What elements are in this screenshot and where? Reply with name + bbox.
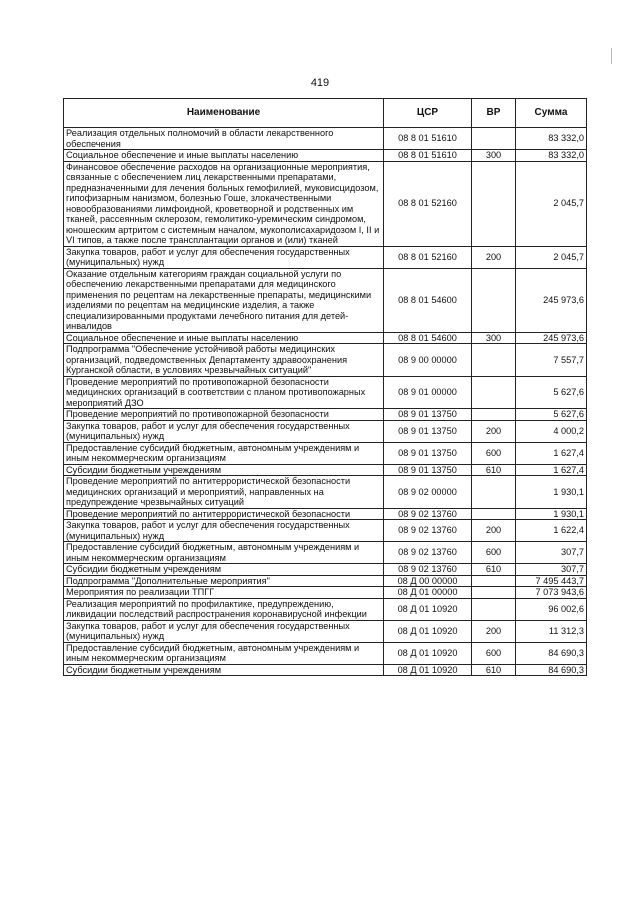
cell-sum: 83 332,0 — [516, 128, 587, 150]
cell-sum: 4 000,2 — [516, 420, 587, 442]
cell-name: Предоставление субсидий бюджетным, автономным учреждениям и иным некоммерческим организациям — [64, 442, 384, 464]
cell-sum: 245 973,6 — [516, 332, 587, 344]
cell-csr: 08 9 01 13750 — [384, 464, 472, 476]
table-row — [64, 409, 587, 421]
cell-name: Социальное обеспечение и иные выплаты населению — [64, 150, 384, 162]
cell-name: Закупка товаров, работ и услуг для обеспечения государственных (муниципальных) нужд — [64, 246, 384, 268]
cell-csr: 08 8 01 51610 — [384, 128, 472, 150]
cell-sum: 84 690,3 — [516, 642, 587, 664]
cell-sum: 307,7 — [516, 564, 587, 576]
cell-vr — [472, 476, 516, 509]
table-row — [64, 620, 587, 642]
cell-sum: 1 930,1 — [516, 476, 587, 509]
cell-name: Финансовое обеспечение расходов на организационные мероприятия, связанные с обеспечением лиц лекарственными препаратами, предназначенными для лечения больных гемофилией, муковисцидозом, гипофизарным нанизмом, болезнью Гоше, злокачественными новообразованиями лимфоидной, кроветворной и родственных им тканей, рассеянным склерозом, гемолитико-уремическим синдромом, юношеским артритом с системным началом, мукополисахаридозом I, II и VI типов, а также после трансплантации органов и (или) тканей — [64, 161, 384, 246]
table-row — [64, 420, 587, 442]
cell-vr — [472, 128, 516, 150]
cell-csr: 08 9 02 13760 — [384, 508, 472, 520]
table-row — [64, 376, 587, 409]
table-row — [64, 161, 587, 246]
budget-table — [63, 98, 587, 676]
cell-vr — [472, 508, 516, 520]
table-row — [64, 587, 587, 599]
table-row — [64, 442, 587, 464]
cell-csr: 08 Д 01 10920 — [384, 598, 472, 620]
header-csr: ЦСР — [384, 99, 472, 128]
cell-vr: 600 — [472, 642, 516, 664]
page-number: 419 — [310, 77, 330, 89]
cell-vr: 200 — [472, 420, 516, 442]
cell-name: Проведение мероприятий по противопожарной безопасности медицинских организаций в соответствии с планом противопожарных мероприятий ДЗО — [64, 376, 384, 409]
cell-csr: 08 Д 01 00000 — [384, 587, 472, 599]
cell-csr: 08 9 02 13760 — [384, 542, 472, 564]
cell-csr: 08 8 01 54600 — [384, 268, 472, 332]
cell-vr: 600 — [472, 442, 516, 464]
cell-csr: 08 9 02 13760 — [384, 520, 472, 542]
table-body — [64, 128, 587, 676]
table-row — [64, 564, 587, 576]
cell-name: Предоставление субсидий бюджетным, автономным учреждениям и иным некоммерческим организациям — [64, 542, 384, 564]
cell-sum: 5 627,6 — [516, 376, 587, 409]
cell-sum: 7 557,7 — [516, 344, 587, 377]
cell-sum: 1 930,1 — [516, 508, 587, 520]
cell-csr: 08 9 01 13750 — [384, 420, 472, 442]
cell-name: Субсидии бюджетным учреждениям — [64, 664, 384, 676]
cell-sum: 1 627,4 — [516, 464, 587, 476]
cell-vr: 300 — [472, 332, 516, 344]
table-row — [64, 542, 587, 564]
cell-vr — [472, 575, 516, 587]
cell-vr — [472, 268, 516, 332]
table-row — [64, 575, 587, 587]
header-sum: Сумма — [516, 99, 587, 128]
cell-csr: 08 9 01 13750 — [384, 409, 472, 421]
cell-sum: 5 627,6 — [516, 409, 587, 421]
cell-csr: 08 9 02 00000 — [384, 476, 472, 509]
cell-csr: 08 8 01 52160 — [384, 246, 472, 268]
cell-name: Подпрограмма "Дополнительные мероприятия" — [64, 575, 384, 587]
cell-name: Подпрограмма "Обеспечение устойчивой работы медицинских организаций, подведомственных Департаменту здравоохранения Курганской области, в условиях чрезвычайных ситуаций" — [64, 344, 384, 377]
cell-sum: 307,7 — [516, 542, 587, 564]
cell-name: Проведение мероприятий по противопожарной безопасности — [64, 409, 384, 421]
cell-sum: 2 045,7 — [516, 246, 587, 268]
table-row — [64, 508, 587, 520]
cell-name: Проведение мероприятий по антитеррористической безопасности — [64, 508, 384, 520]
cell-vr — [472, 409, 516, 421]
cell-sum: 7 073 943,6 — [516, 587, 587, 599]
cell-vr — [472, 344, 516, 377]
cell-name: Субсидии бюджетным учреждениям — [64, 564, 384, 576]
cell-name: Закупка товаров, работ и услуг для обеспечения государственных (муниципальных) нужд — [64, 520, 384, 542]
table-row — [64, 598, 587, 620]
cell-vr: 300 — [472, 150, 516, 162]
cell-name: Предоставление субсидий бюджетным, автономным учреждениям и иным некоммерческим организациям — [64, 642, 384, 664]
cell-csr: 08 Д 01 10920 — [384, 620, 472, 642]
cell-vr — [472, 598, 516, 620]
cell-name: Закупка товаров, работ и услуг для обеспечения государственных (муниципальных) нужд — [64, 620, 384, 642]
table-row — [64, 128, 587, 150]
table-row — [64, 344, 587, 377]
cell-csr: 08 Д 00 00000 — [384, 575, 472, 587]
table-row — [64, 520, 587, 542]
cell-vr: 610 — [472, 564, 516, 576]
cell-name: Проведение мероприятий по антитеррористической безопасности медицинских организаций и мероприятий, направленных на предупреждение чрезвычайных ситуаций — [64, 476, 384, 509]
scan-mark — [611, 48, 612, 64]
cell-sum: 245 973,6 — [516, 268, 587, 332]
cell-sum: 2 045,7 — [516, 161, 587, 246]
cell-csr: 08 8 01 54600 — [384, 332, 472, 344]
header-name: Наименование — [64, 99, 384, 128]
cell-vr: 610 — [472, 464, 516, 476]
table-row — [64, 332, 587, 344]
cell-csr: 08 9 01 13750 — [384, 442, 472, 464]
cell-vr: 200 — [472, 246, 516, 268]
table-row — [64, 642, 587, 664]
cell-sum: 1 622,4 — [516, 520, 587, 542]
cell-name: Закупка товаров, работ и услуг для обеспечения государственных (муниципальных) нужд — [64, 420, 384, 442]
cell-csr: 08 Д 01 10920 — [384, 664, 472, 676]
table-row — [64, 476, 587, 509]
cell-name: Реализация отдельных полномочий в области лекарственного обеспечения — [64, 128, 384, 150]
cell-vr — [472, 587, 516, 599]
cell-name: Социальное обеспечение и иные выплаты населению — [64, 332, 384, 344]
cell-vr — [472, 376, 516, 409]
table-row — [64, 246, 587, 268]
cell-csr: 08 9 01 00000 — [384, 376, 472, 409]
header-vr: ВР — [472, 99, 516, 128]
cell-vr: 610 — [472, 664, 516, 676]
cell-sum: 11 312,3 — [516, 620, 587, 642]
cell-name: Мероприятия по реализации ТПГГ — [64, 587, 384, 599]
cell-csr: 08 9 00 00000 — [384, 344, 472, 377]
cell-vr: 600 — [472, 542, 516, 564]
cell-csr: 08 Д 01 10920 — [384, 642, 472, 664]
cell-name: Оказание отдельным категориям граждан социальной услуги по обеспечению лекарственными препаратами для медицинского применения по рецептам на лекарственные препараты, медицинскими изделиями по рецептам на медицинские изделия, а также специализированными продуктами лечебного питания для детей-инвалидов — [64, 268, 384, 332]
cell-sum: 84 690,3 — [516, 664, 587, 676]
cell-vr — [472, 161, 516, 246]
table-row — [64, 150, 587, 162]
cell-name: Реализация мероприятий по профилактике, предупреждению, ликвидации последствий распространения коронавирусной инфекции — [64, 598, 384, 620]
cell-sum: 83 332,0 — [516, 150, 587, 162]
cell-vr: 200 — [472, 520, 516, 542]
table-header-row — [64, 99, 587, 128]
cell-sum: 1 627,4 — [516, 442, 587, 464]
table-row — [64, 268, 587, 332]
table-row — [64, 464, 587, 476]
cell-csr: 08 8 01 51610 — [384, 150, 472, 162]
cell-name: Субсидии бюджетным учреждениям — [64, 464, 384, 476]
cell-vr: 200 — [472, 620, 516, 642]
cell-csr: 08 9 02 13760 — [384, 564, 472, 576]
cell-sum: 96 002,6 — [516, 598, 587, 620]
cell-sum: 7 495 443,7 — [516, 575, 587, 587]
table-row — [64, 664, 587, 676]
cell-csr: 08 8 01 52160 — [384, 161, 472, 246]
